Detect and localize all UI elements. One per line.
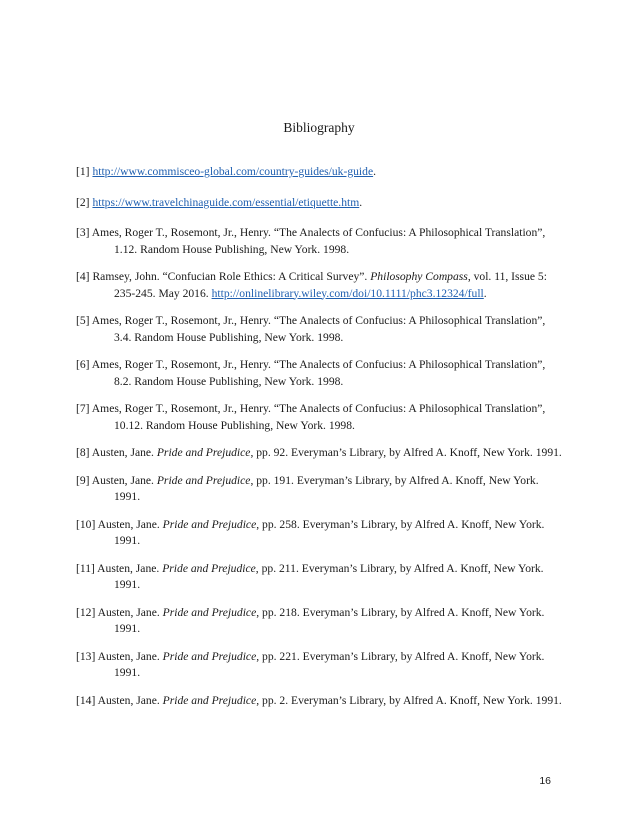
- entry-number: [9]: [76, 473, 90, 487]
- bibliography-entry-8: [8] Austen, Jane. Pride and Prejudice, pp. 92. Everyman’s Library, by Alfred A. Knoff, New York. 1991.: [76, 446, 562, 459]
- bibliography-entry-6: [76, 357, 562, 390]
- entry-number: [2]: [76, 195, 90, 209]
- entry-text: Ames, Roger T., Rosemont, Jr., Henry. “The Analects of Confucius: A Philosophical Translation”, 8.2. Random House Publishing, New York. 1998.: [91, 358, 546, 388]
- entry-number: [8]: [76, 446, 90, 459]
- entry-number: [5]: [76, 314, 90, 327]
- entry-book-title: Pride and Prejudice: [156, 473, 251, 487]
- entry-number: [7]: [76, 402, 90, 415]
- bibliography-entry-2: [2] https://www.travelchinaguide.com/essential/etiquette.htm.: [76, 195, 363, 209]
- entry-book-title: Pride and Prejudice: [162, 605, 257, 619]
- bibliography-entry-9: [9] Austen, Jane. Pride and Prejudice, pp. 191. Everyman’s Library, by Alfred A. Knoff, New York. 1991.: [76, 473, 539, 503]
- entry-number: [12]: [76, 605, 96, 619]
- bibliography-entry-13: [13] Austen, Jane. Pride and Prejudice, pp. 221. Everyman’s Library, by Alfred A. Knoff, New York. 1991.: [76, 649, 545, 679]
- bibliography-entry-4: [4] Ramsey, John. “Confucian Role Ethics: A Critical Survey”. Philosophy Compass, vol. 11, Issue 5: 235-245. May 2016. http://onlinelibrary.wiley.com/doi/10.1111/phc3.12324/full.: [76, 270, 547, 300]
- entry-book-title: Pride and Prejudice: [162, 561, 256, 575]
- entry-number: [14]: [76, 693, 96, 707]
- page-title: Bibliography: [283, 120, 355, 135]
- entry-text: Ames, Roger T., Rosemont, Jr., Henry. “The Analects of Confucius: A Philosophical Translation”, 3.4. Random House Publishing, New York. 1998.: [91, 314, 546, 344]
- entry-text: Ames, Roger T., Rosemont, Jr., Henry. “The Analects of Confucius: A Philosophical Translation”, 10.12. Random House Publishing, New York. 1998.: [91, 402, 546, 432]
- bibliography-entry-1: [1] http://www.commisceo-global.com/country-guides/uk-guide.: [76, 165, 377, 178]
- entry-number: [6]: [76, 358, 90, 371]
- entry-journal-title: Philosophy Compass: [370, 270, 468, 283]
- entry-number: [10]: [76, 517, 96, 531]
- entry-number: [1]: [76, 165, 90, 178]
- entry-number: [3]: [76, 226, 90, 239]
- entry-book-title: Pride and Prejudice: [162, 693, 257, 707]
- bibliography-entry-11: [11] Austen, Jane. Pride and Prejudice, pp. 211. Everyman’s Library, by Alfred A. Knoff, New York. 1991.: [76, 561, 544, 591]
- entry-text: Ames, Roger T., Rosemont, Jr., Henry. “The Analects of Confucius: A Philosophical Translation”, 1.12. Random House Publishing, New York. 1998.: [91, 226, 546, 256]
- entry-book-title: Pride and Prejudice: [162, 649, 257, 663]
- bibliography-entry-3: [76, 225, 562, 258]
- bibliography-list: [76, 164, 562, 720]
- entry-book-title: Pride and Prejudice: [156, 446, 251, 459]
- entry-number: [11]: [76, 561, 95, 575]
- bibliography-entry-12: [12] Austen, Jane. Pride and Prejudice, pp. 218. Everyman’s Library, by Alfred A. Knoff, New York. 1991.: [76, 605, 545, 635]
- entry-number: [13]: [76, 649, 96, 663]
- bibliography-entry-7: [76, 401, 562, 434]
- bibliography-entry-14: [14] Austen, Jane. Pride and Prejudice, pp. 2. Everyman’s Library, by Alfred A. Knoff, New York. 1991.: [76, 693, 562, 707]
- entry-book-title: Pride and Prejudice: [162, 517, 257, 531]
- entry-link[interactable]: http://www.commisceo-global.com/country-guides/uk-guide: [92, 165, 374, 178]
- page-number: 16: [539, 775, 551, 787]
- bibliography-entry-10: [10] Austen, Jane. Pride and Prejudice, pp. 258. Everyman’s Library, by Alfred A. Knoff, New York. 1991.: [76, 517, 545, 547]
- bibliography-entry-5: [76, 313, 562, 346]
- entry-link[interactable]: https://www.travelchinaguide.com/essential/etiquette.htm: [92, 195, 360, 209]
- entry-number: [4]: [76, 270, 90, 283]
- entry-link[interactable]: http://onlinelibrary.wiley.com/doi/10.1111/phc3.12324/full: [211, 286, 484, 300]
